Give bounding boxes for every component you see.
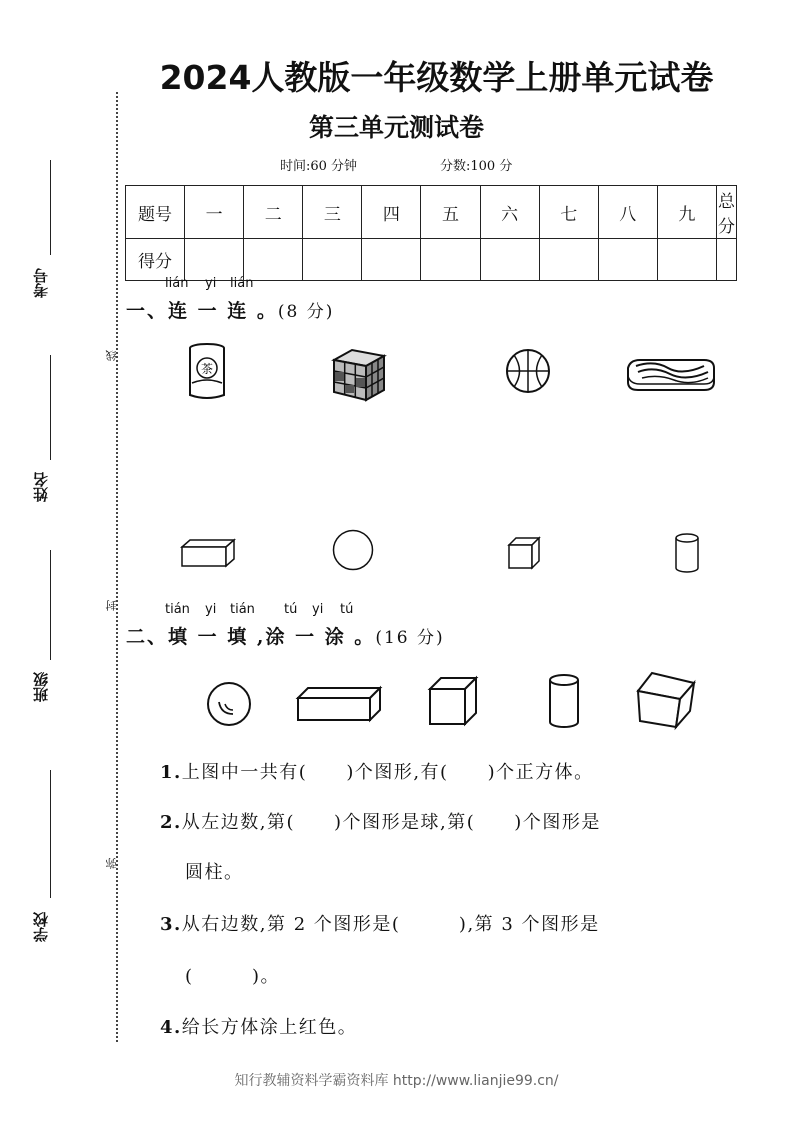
score-table-score-row — [126, 239, 737, 281]
cube-shape-icon[interactable] — [507, 536, 541, 570]
cylinder-shape-icon[interactable] — [673, 532, 701, 574]
ball-shape-icon[interactable] — [205, 680, 253, 728]
section1-pinyin-3: lián — [230, 276, 254, 291]
cuboid-shape-icon[interactable] — [180, 538, 236, 568]
score-input-cell[interactable] — [657, 239, 716, 281]
question-number: 3. — [160, 914, 182, 935]
tea-can-icon[interactable] — [186, 343, 228, 401]
question-number: 2. — [160, 812, 182, 833]
score-header-cell: 四 — [362, 186, 421, 239]
tea-can-label: 茶 — [200, 362, 214, 376]
sphere-shape-icon[interactable] — [332, 529, 374, 571]
school-blank[interactable] — [50, 770, 51, 898]
score-header-cell: 总分 — [716, 186, 736, 239]
question-2 — [160, 808, 601, 834]
side-field-name: 姓名 — [32, 472, 50, 502]
section2-title: 二、填 一 填 ,涂 一 涂 。 — [126, 626, 376, 648]
question-number: 1. — [160, 762, 182, 783]
side-field-school: 学校 — [32, 912, 50, 942]
section1-pinyin-2: yi — [205, 276, 217, 291]
section2-pinyin-6: tú — [340, 602, 354, 617]
score-header-cell: 八 — [598, 186, 657, 239]
question-1 — [160, 758, 594, 784]
score-input-cell[interactable] — [244, 239, 303, 281]
section2-pinyin-2: yi — [205, 602, 217, 617]
score-table — [125, 185, 737, 281]
class-blank[interactable] — [50, 550, 51, 660]
unit-title: 第三单元测试卷 — [308, 113, 484, 142]
score-row-label: 得分 — [126, 239, 185, 281]
footer-watermark: 知行教辅资料学霸资料库 http://www.lianjie99.cn/ — [234, 1073, 559, 1089]
score-input-cell[interactable] — [421, 239, 480, 281]
cuboid-icon[interactable] — [296, 686, 382, 722]
score-header-cell: 六 — [480, 186, 539, 239]
score-header-cell: 九 — [657, 186, 716, 239]
score-label: 分数:100 分 — [440, 159, 513, 174]
question-4 — [160, 1013, 357, 1039]
cylinder-icon[interactable] — [547, 672, 581, 730]
section2-heading — [126, 622, 445, 649]
score-header-cell: 一 — [185, 186, 244, 239]
binding-dotted-line — [116, 92, 118, 1042]
score-header-cell: 五 — [421, 186, 480, 239]
score-header-cell: 三 — [303, 186, 362, 239]
binding-mark-feng: 封 — [105, 600, 118, 611]
score-header-cell: 题号 — [126, 186, 185, 239]
basketball-icon[interactable] — [505, 348, 551, 394]
score-input-cell[interactable] — [598, 239, 657, 281]
score-input-cell[interactable] — [303, 239, 362, 281]
section2-pinyin-1: tián — [165, 602, 190, 617]
score-header-cell: 七 — [539, 186, 598, 239]
binding-mark-xian: 线 — [105, 350, 118, 361]
section2-score-note: (16 分) — [375, 628, 445, 648]
exam-number-blank[interactable] — [50, 160, 51, 255]
question-text: 从右边数,第 2 个图形是( ),第 3 个图形是 — [181, 914, 600, 935]
page-title: 2024人教版一年级数学上册单元试卷 — [159, 58, 714, 97]
section2-pinyin-5: yi — [312, 602, 324, 617]
soap-bar-icon[interactable] — [624, 354, 716, 396]
question-text: 上图中一共有( )个图形,有( )个正方体。 — [181, 762, 594, 783]
score-input-cell[interactable] — [480, 239, 539, 281]
score-input-cell[interactable] — [185, 239, 244, 281]
question-3 — [160, 910, 600, 936]
score-input-cell[interactable] — [539, 239, 598, 281]
section1-heading — [126, 296, 334, 323]
question-text: 给长方体涂上红色。 — [181, 1017, 358, 1038]
score-header-cell: 二 — [244, 186, 303, 239]
cube-icon[interactable] — [428, 676, 478, 726]
score-table-header-row — [126, 186, 737, 239]
section2-pinyin-4: tú — [284, 602, 298, 617]
side-field-class: 班级 — [32, 672, 50, 702]
rubiks-cube-icon[interactable] — [330, 346, 388, 404]
side-field-exam-number: 考号 — [32, 268, 50, 298]
section1-pinyin-1: lián — [165, 276, 189, 291]
name-blank[interactable] — [50, 355, 51, 460]
question-3-continued: ( )。 — [185, 966, 281, 987]
binding-mark-mi: 弥 — [105, 858, 118, 869]
section2-pinyin-3: tián — [230, 602, 255, 617]
question-number: 4. — [160, 1017, 182, 1038]
score-input-cell[interactable] — [362, 239, 421, 281]
section1-score-note: (8 分) — [277, 302, 335, 322]
question-2-continued: 圆柱。 — [185, 862, 244, 883]
tilted-cube-icon[interactable] — [636, 669, 698, 729]
section1-title: 一、连 一 连 。 — [126, 300, 278, 322]
question-text: 从左边数,第( )个图形是球,第( )个图形是 — [181, 812, 601, 833]
time-label: 时间:60 分钟 — [280, 159, 358, 174]
score-input-cell[interactable] — [716, 239, 736, 281]
